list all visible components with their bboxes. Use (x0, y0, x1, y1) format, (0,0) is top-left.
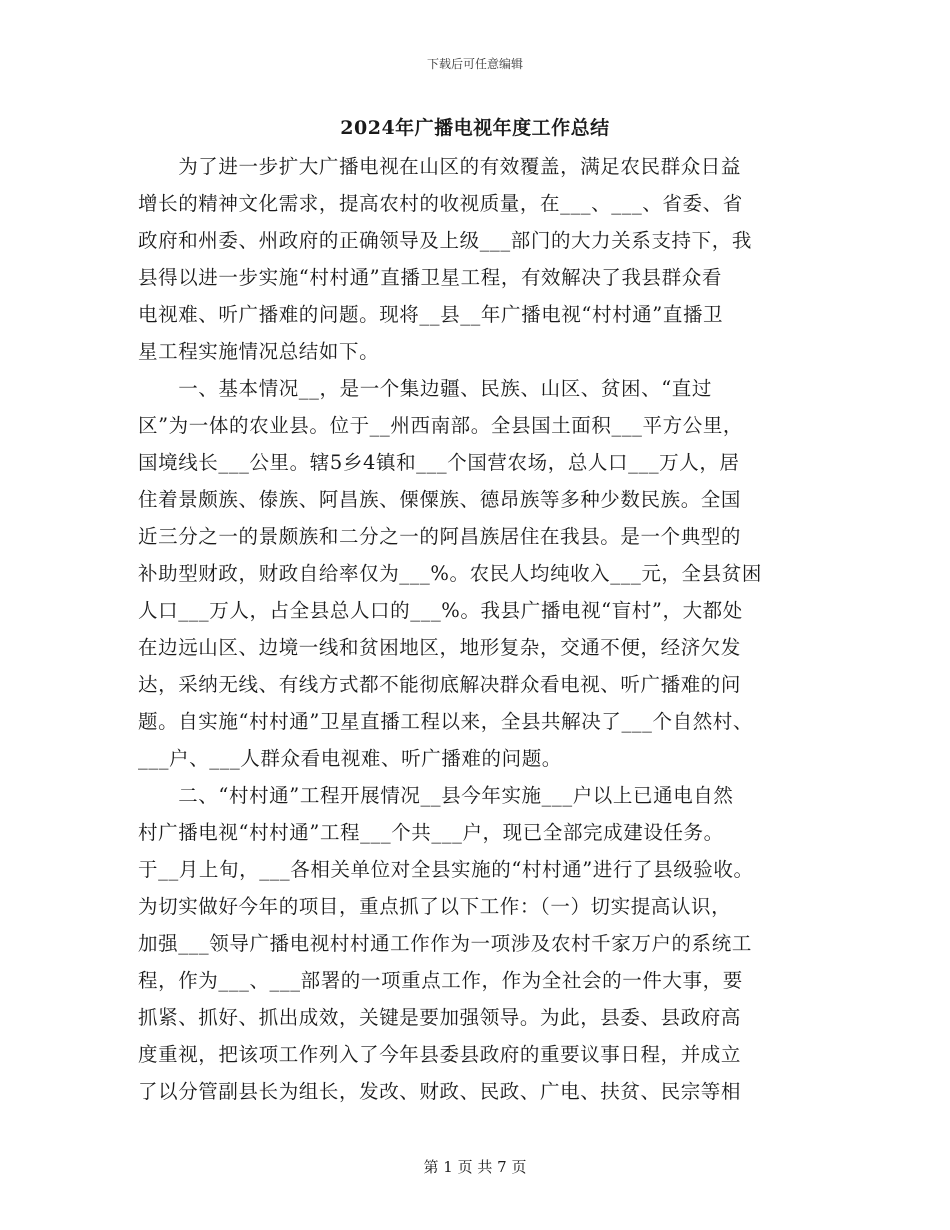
text-line: 增长的精神文化需求，提高农村的收视质量，在___、___、省委、省 (138, 192, 743, 215)
text-line: 国境线长___公里。辖5乡4镇和___个国营农场，总人口___万人，居 (138, 451, 740, 474)
text-line: 题。自实施“村村通”卫星直播工程以来，全县共解决了___个自然村、 (138, 710, 753, 733)
text-line: 了以分管副县长为组长，发改、财政、民政、广电、扶贫、民宗等相 (138, 1080, 742, 1103)
text-line: 近三分之一的景颇族和二分之一的阿昌族居住在我县。是一个典型的 (138, 525, 742, 548)
text-line: 加强___领导广播电视村村通工作作为一项涉及农村千家万户的系统工 (138, 932, 752, 955)
text-line: 一、基本情况__，是一个集边疆、民族、山区、贫困、“直过 (138, 377, 712, 400)
body-text (138, 148, 828, 1110)
text-line: 在边远山区、边境一线和贫困地区，地形复杂，交通不便，经济欠发 (138, 636, 742, 659)
text-line: 达，采纳无线、有线方式都不能彻底解决群众看电视、听广播难的问 (138, 673, 742, 696)
text-line: 补助型财政，财政自给率仅为___%。农民人均纯收入___元，全县贫困 (138, 562, 762, 585)
text-line: 抓紧、抓好、抓出成效，关键是要加强领导。为此，县委、县政府高 (138, 1006, 742, 1029)
text-line: 人口___万人，占全县总人口的___%。我县广播电视“盲村”，大都处 (138, 599, 743, 622)
text-line: 住着景颇族、傣族、阿昌族、傈僳族、德昂族等多种少数民族。全国 (138, 488, 742, 511)
document-title: 2024年广播电视年度工作总结 (340, 117, 610, 139)
text-line: ___户、___人群众看电视难、听广播难的问题。 (138, 747, 562, 770)
text-line: 区”为一体的农业县。位于__州西南部。全县国土面积___平方公里， (138, 414, 744, 437)
text-line: 星工程实施情况总结如下。 (138, 340, 380, 363)
text-line: 二、“村村通”工程开展情况__县今年实施___户以上已通电自然 (138, 784, 734, 807)
text-line: 政府和州委、州政府的正确领导及上级___部门的大力关系支持下，我 (138, 229, 752, 252)
text-line: 为切实做好今年的项目，重点抓了以下工作：（一）切实提高认识， (138, 895, 732, 918)
text-line: 于__月上旬，___各相关单位对全县实施的“村村通”进行了县级验收。 (138, 858, 754, 881)
header-note: 下载后可任意编辑 (426, 57, 523, 71)
text-line: 村广播电视“村村通”工程___个共___户，现已全部完成建设任务。 (138, 821, 724, 844)
text-line: 度重视，把该项工作列入了今年县委县政府的重要议事日程，并成立 (138, 1043, 742, 1066)
page-footer: 第 1 页 共 7 页 (423, 1158, 527, 1176)
text-line: 县得以进一步实施“村村通”直播卫星工程，有效解决了我县群众看 (138, 266, 722, 289)
text-line: 电视难、听广播难的问题。现将__县__年广播电视“村村通”直播卫 (138, 303, 724, 326)
text-line: 程，作为___、___部署的一项重点工作，作为全社会的一件大事，要 (138, 969, 743, 992)
text-line: 为了进一步扩大广播电视在山区的有效覆盖，满足农民群众日益 (138, 155, 742, 178)
